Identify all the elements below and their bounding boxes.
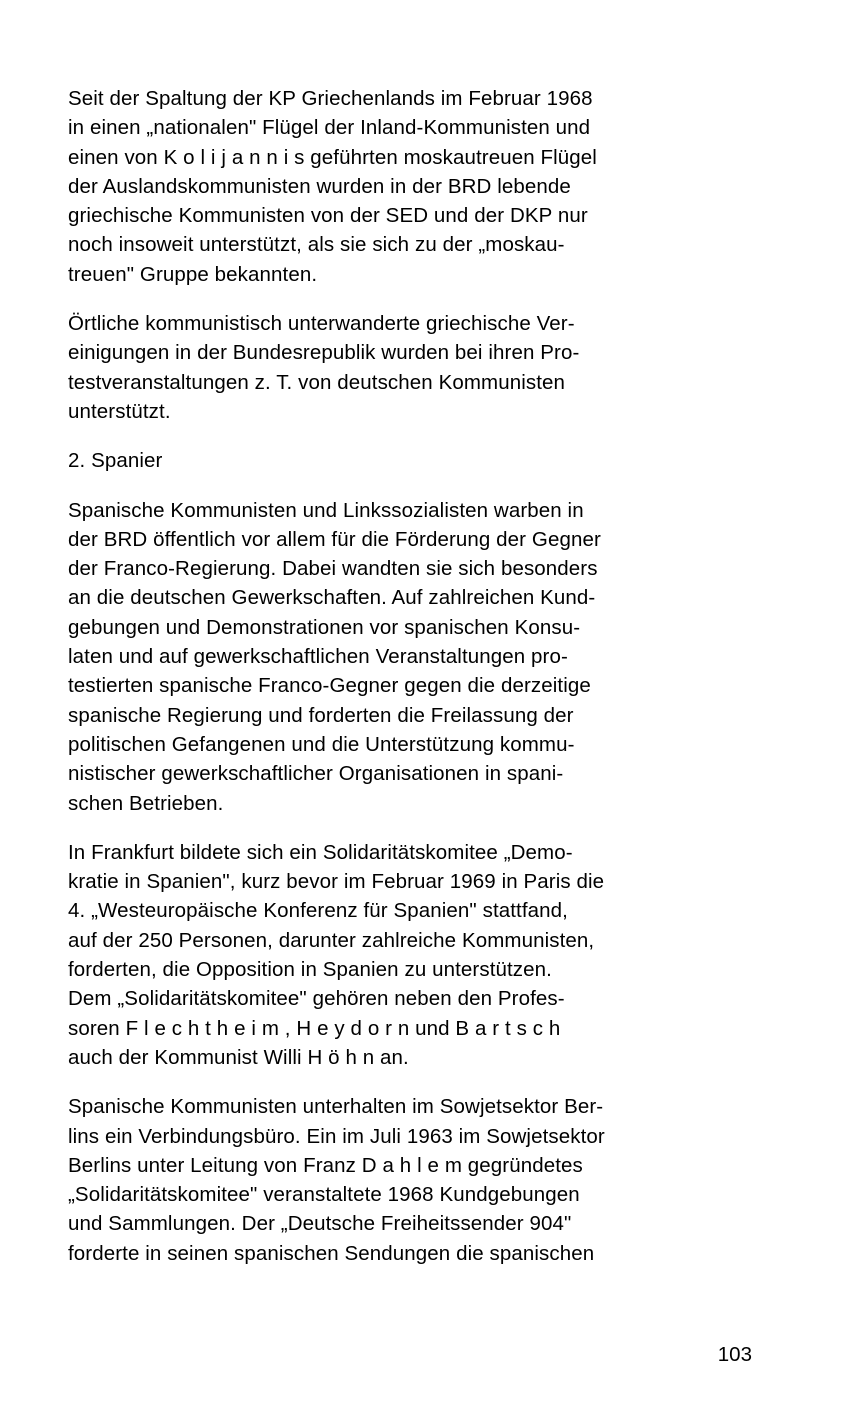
line: schen Betrieben.: [68, 791, 224, 815]
line: lins ein Verbindungsbüro. Ein im Juli 1963 im Sowjetsektor: [68, 1124, 605, 1148]
line: 4. „Westeuropäische Konferenz für Spanien" stattfand,: [68, 899, 568, 923]
line: „Solidaritätskomitee" veranstaltete 1968 Kundgebungen: [68, 1183, 580, 1207]
paragraph-4: [68, 496, 752, 818]
paragraph-2: [68, 309, 752, 426]
line: Spanische Kommunisten unterhalten im Sowjetsektor Ber-: [68, 1095, 604, 1119]
paragraph-1: [68, 84, 752, 289]
line: griechische Kommunisten von der SED und der DKP nur: [68, 204, 588, 228]
line: 2. Spanier: [68, 449, 163, 473]
line: politischen Gefangenen und die Unterstützung kommu-: [68, 732, 575, 756]
line: der BRD öffentlich vor allem für die Förderung der Gegner: [68, 527, 601, 551]
line: noch insoweit unterstützt, als sie sich zu der „moskau-: [68, 233, 565, 257]
paragraph-5: [68, 838, 752, 1072]
page-number: 103: [717, 1343, 752, 1366]
line: Berlins unter Leitung von Franz D a h l e m gegründetes: [68, 1153, 583, 1177]
line: forderten, die Opposition in Spanien zu unterstützen.: [68, 958, 552, 982]
line: spanische Regierung und forderten die Freilassung der: [68, 703, 574, 727]
line: treuen" Gruppe bekannten.: [68, 262, 318, 286]
line: kratie in Spanien", kurz bevor im Februar 1969 in Paris die: [68, 870, 605, 894]
line: unterstützt.: [68, 399, 171, 423]
line: der Franco-Regierung. Dabei wandten sie sich besonders: [68, 557, 598, 581]
section-heading-spanier: [68, 446, 752, 475]
paragraph-6: [68, 1092, 752, 1268]
line: der Auslandskommunisten wurden in der BRD lebende: [68, 174, 571, 198]
line: nistischer gewerkschaftlicher Organisationen in spani-: [68, 762, 564, 786]
line: einen von K o l i j a n n i s geführten moskautreuen Flügel: [68, 145, 597, 169]
document-page: [68, 84, 752, 1268]
line: auch der Kommunist Willi H ö h n an.: [68, 1045, 409, 1069]
line: gebungen und Demonstrationen vor spanischen Konsu-: [68, 615, 581, 639]
line: an die deutschen Gewerkschaften. Auf zahlreichen Kund-: [68, 586, 596, 610]
line: testierten spanische Franco-Gegner gegen die derzeitige: [68, 674, 591, 698]
line: in einen „nationalen" Flügel der Inland-Kommunisten und: [68, 116, 591, 140]
line: forderte in seinen spanischen Sendungen die spanischen: [68, 1241, 595, 1265]
line: und Sammlungen. Der „Deutsche Freiheitssender 904": [68, 1212, 572, 1236]
line: einigungen in der Bundesrepublik wurden bei ihren Pro-: [68, 341, 580, 365]
line: Spanische Kommunisten und Linkssozialisten warben in: [68, 498, 584, 522]
line: auf der 250 Personen, darunter zahlreiche Kommunisten,: [68, 928, 595, 952]
line: In Frankfurt bildete sich ein Solidaritätskomitee „Demo-: [68, 840, 573, 864]
line: Dem „Solidaritätskomitee" gehören neben den Profes-: [68, 987, 565, 1011]
line: testveranstaltungen z. T. von deutschen Kommunisten: [68, 370, 566, 394]
line: Seit der Spaltung der KP Griechenlands im Februar 1968: [68, 87, 593, 110]
line: Örtliche kommunistisch unterwanderte griechische Ver-: [68, 312, 575, 336]
line: soren F l e c h t h e i m , H e y d o r n und B a r t s c h: [68, 1016, 561, 1040]
line: laten und auf gewerkschaftlichen Veranstaltungen pro-: [68, 645, 568, 669]
